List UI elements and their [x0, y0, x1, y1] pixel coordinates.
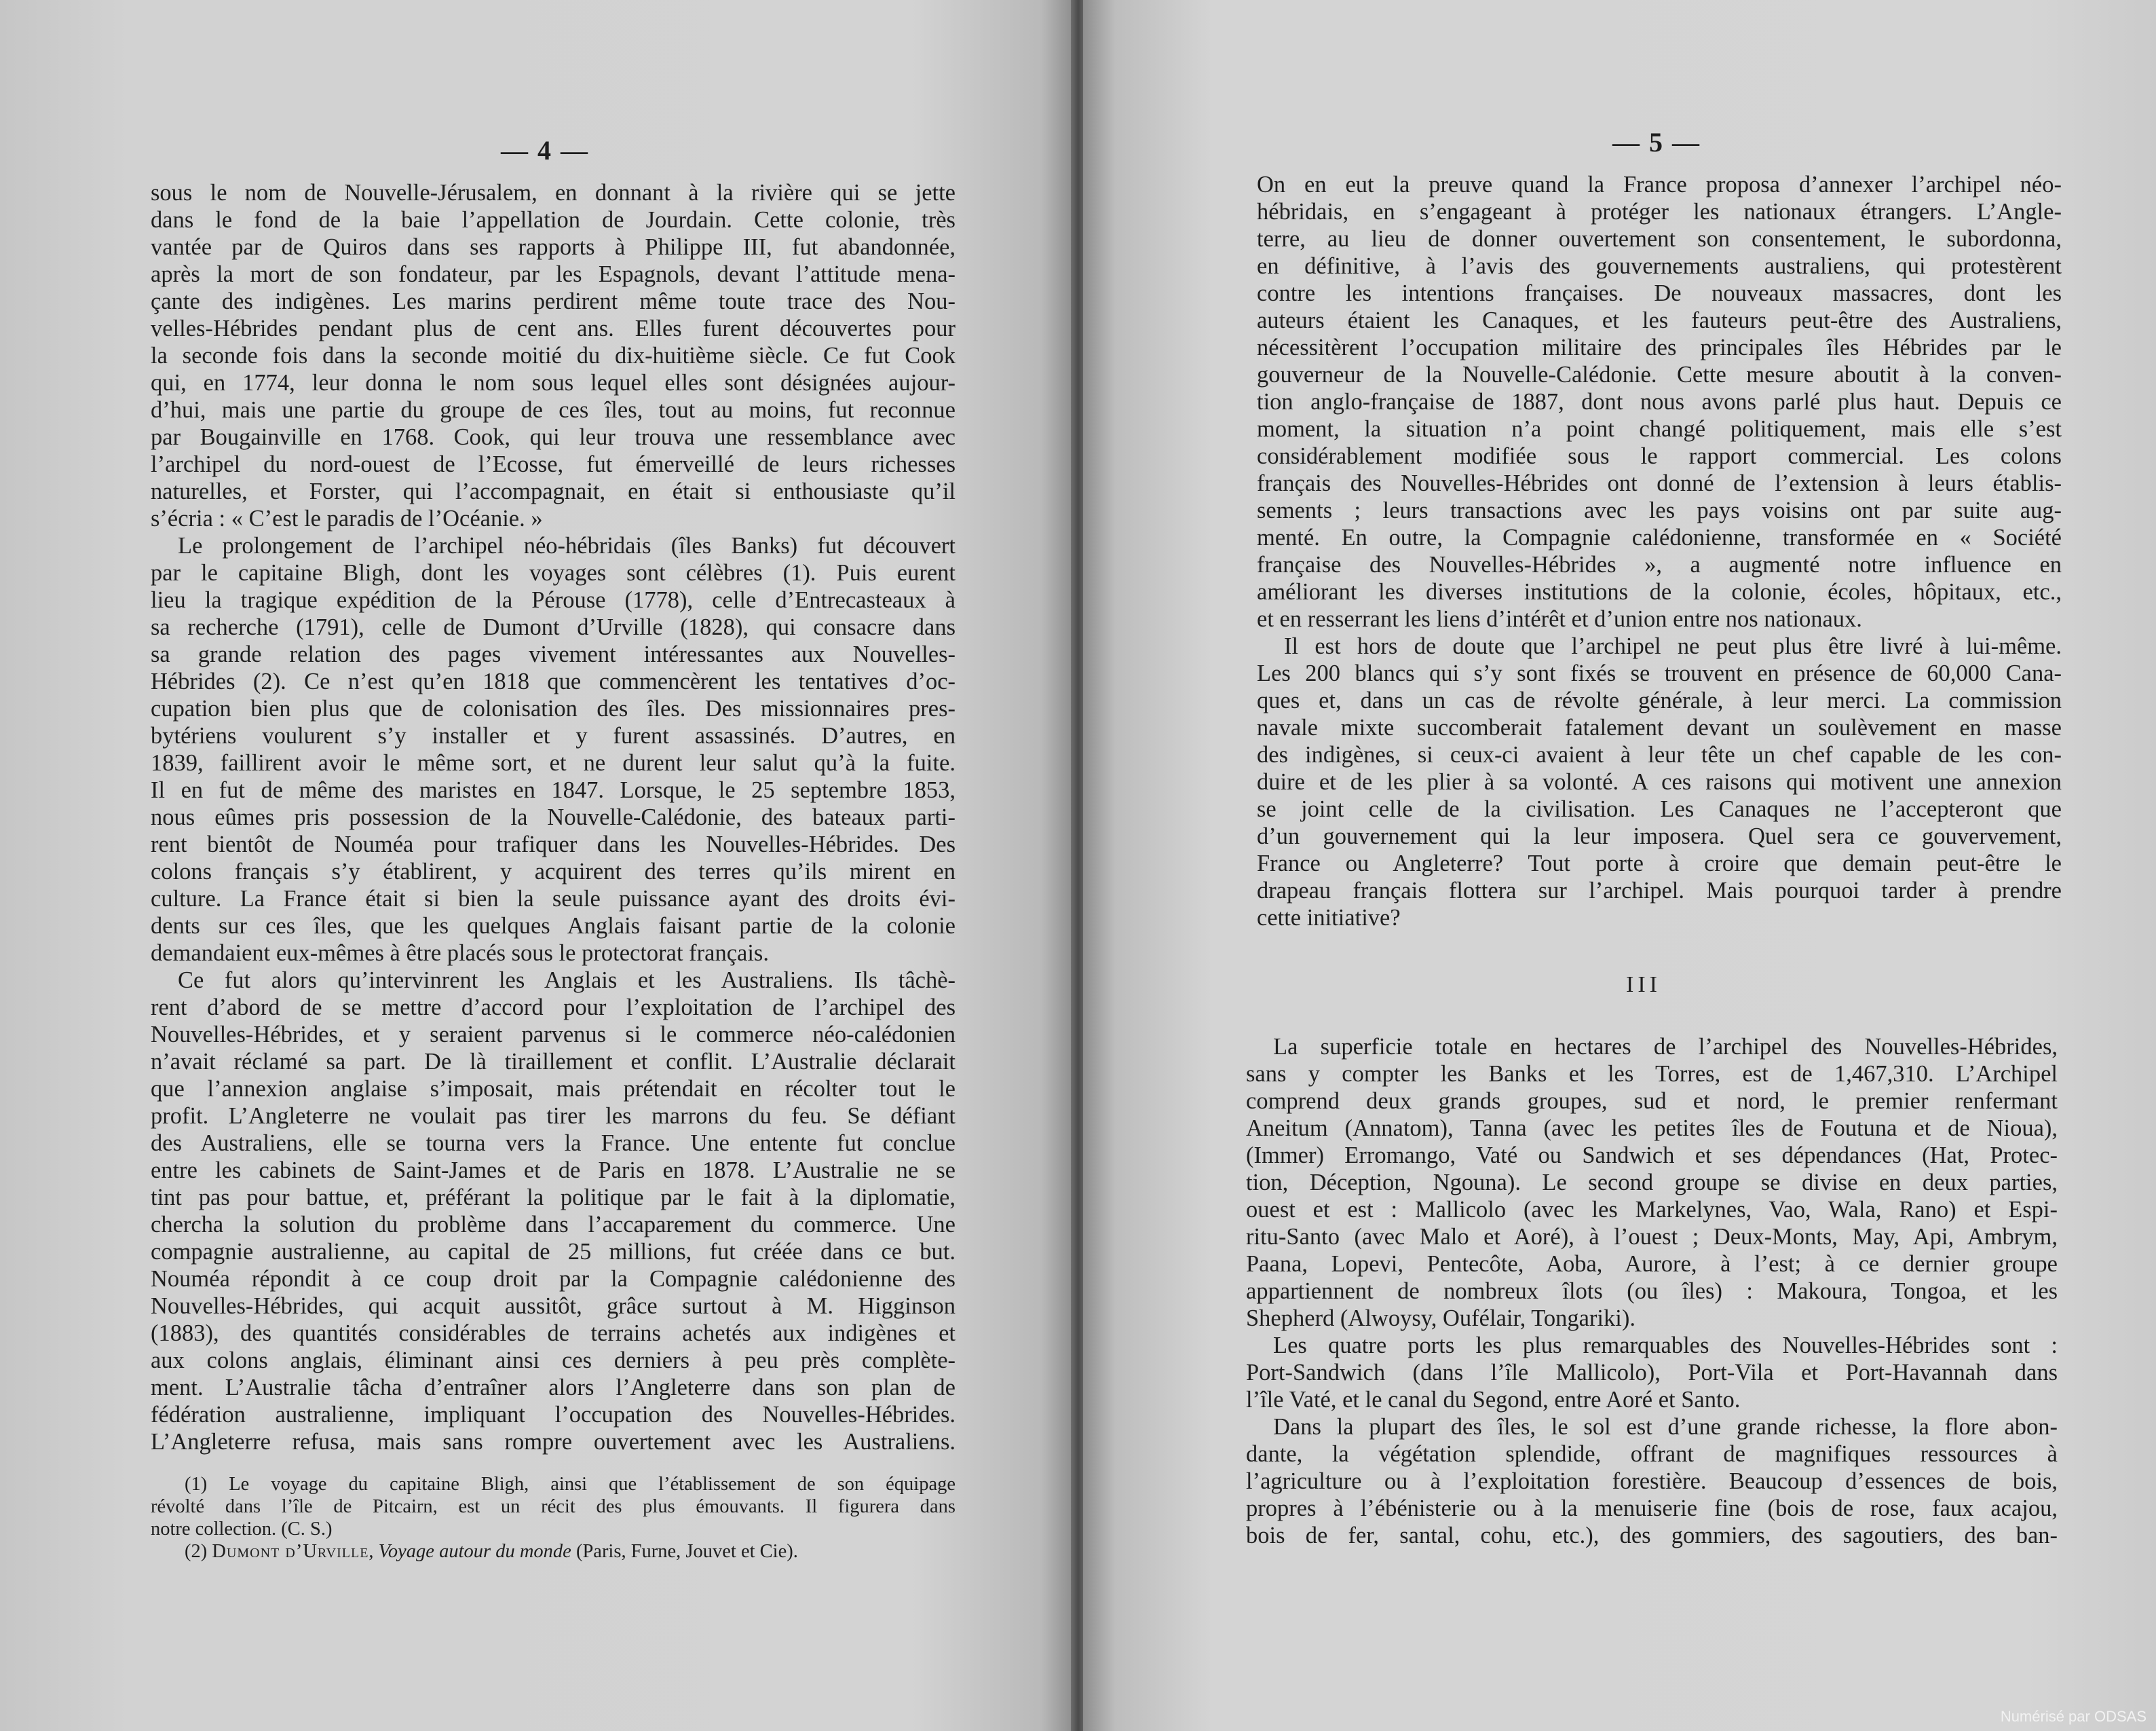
- text-line: profit. L’Angleterre ne voulait pas tirer les marrons du feu. Se défiant: [151, 1103, 956, 1129]
- text-line: l’agriculture ou à l’exploitation forestière. Beaucoup d’essences de bois,: [1246, 1468, 2058, 1494]
- text-line: qui, en 1774, leur donna le nom sous lequel elles sont désignées aujour-: [151, 370, 956, 396]
- text-line: que l’annexion anglaise s’imposait, mais prétendait en récolter tout le: [151, 1076, 956, 1102]
- text-line: Nouméa répondit à ce coup droit par la Compagnie calédonienne des: [151, 1266, 956, 1292]
- text-line: l’archipel du nord-ouest de l’Ecosse, fut émerveillé de leurs richesses: [151, 451, 956, 477]
- text-line: française des Nouvelles-Hébrides », a augmenté notre influence en: [1257, 552, 2062, 578]
- left-page: [0, 0, 1074, 1731]
- section-heading: III: [1626, 972, 1661, 997]
- text-line: menté. En outre, la Compagnie calédonienne, transformée en « Société: [1257, 525, 2062, 551]
- text-line: culture. La France était si bien la seule puissance ayant des droits évi-: [151, 886, 956, 912]
- text-line: nécessitèrent l’occupation militaire des principales îles Hébrides par le: [1257, 335, 2062, 360]
- text-line: par Bougainville en 1768. Cook, qui leur trouva une ressemblance avec: [151, 424, 956, 450]
- text-line: compagnie australienne, au capital de 25 millions, fut créée dans ce but.: [151, 1239, 956, 1265]
- text-line: fédération australienne, impliquant l’occupation des Nouvelles-Hébrides.: [151, 1402, 956, 1428]
- text-line: après la mort de son fondateur, par les Espagnols, devant l’attitude mena-: [151, 261, 956, 287]
- text-line: Dans la plupart des îles, le sol est d’une grande richesse, la flore abon-: [1273, 1414, 2058, 1440]
- text-line: 1839, faillirent avoir le même sort, et ne durent leur salut qu’à la fuite.: [151, 750, 956, 776]
- text-line: sa grande relation des pages vivement intéressantes aux Nouvelles-: [151, 641, 956, 667]
- text-line: cette initiative?: [1257, 905, 1401, 931]
- text-line: lieu la tragique expédition de la Pérouse (1778), celle d’Entrecasteaux à: [151, 587, 956, 613]
- text-line: sous le nom de Nouvelle-Jérusalem, en donnant à la rivière qui se jette: [151, 180, 956, 206]
- text-line: se joint celle de la civilisation. Les Canaques ne l’accepteront que: [1257, 796, 2062, 822]
- text-line: Paana, Lopevi, Pentecôte, Aoba, Aurore, à l’est; à ce dernier groupe: [1246, 1251, 2058, 1277]
- paragraph: [151, 532, 956, 967]
- text-line: s’écria : « C’est le paradis de l’Océanie. »: [151, 506, 543, 532]
- text-line: demandaient eux-mêmes à être placés sous le protectorat français.: [151, 940, 769, 966]
- text-line: Port-Sandwich (dans l’île Mallicolo), Port-Vila et Port-Havannah dans: [1246, 1360, 2058, 1385]
- text-line: drapeau français flottera sur l’archipel. Mais pourquoi tarder à prendre: [1257, 878, 2062, 904]
- left-body-text: [151, 179, 956, 1455]
- text-line: Il est hors de doute que l’archipel ne peut plus être livré à lui-même.: [1284, 633, 2062, 659]
- text-line: des indigènes, si ceux-ci avaient à leur tête un chef capable de les con-: [1257, 742, 2062, 768]
- text-line: des Australiens, elle se tourna vers la France. Une entente fut conclue: [151, 1130, 956, 1156]
- text-line: dents sur ces îles, que les quelques Anglais faisant partie de la colonie: [151, 913, 956, 939]
- text-line: l’île Vaté, et le canal du Segond, entre Aoré et Santo.: [1246, 1387, 1741, 1413]
- text-line: et en resserrant les liens d’intérêt et d’union entre nos nationaux.: [1257, 606, 1862, 632]
- text-line: par le capitaine Bligh, dont les voyages sont célèbres (1). Puis eurent: [151, 560, 956, 586]
- text-line: Ce fut alors qu’intervinrent les Anglais et les Australiens. Ils tâchè-: [178, 967, 956, 993]
- paragraph: [1246, 1033, 2058, 1332]
- paragraph: [1257, 633, 2062, 931]
- paragraph: [1246, 1413, 2058, 1549]
- text-line: Aneitum (Annatom), Tanna (avec les petites îles de Foutuna et de Nioua),: [1246, 1115, 2058, 1141]
- footnote-author: Dumont d’Urville: [212, 1541, 369, 1562]
- text-line: entre les cabinets de Saint-James et de Paris en 1878. L’Australie ne se: [151, 1157, 956, 1183]
- page-number: — 4 —: [501, 135, 589, 166]
- footnote-title: Voyage autour du monde: [378, 1541, 571, 1562]
- text-line: en définitive, à l’avis des gouvernements australiens, qui protestèrent: [1257, 253, 2062, 279]
- text-line: Nouvelles-Hébrides, qui acquit aussitôt, grâce surtout à M. Higginson: [151, 1293, 956, 1319]
- text-line: Hébrides (2). Ce n’est qu’en 1818 que commencèrent les tentatives d’oc-: [151, 669, 956, 694]
- text-line: auteurs étaient les Canaques, et les fauteurs peut-être des Australiens,: [1257, 308, 2062, 333]
- paragraph: [1246, 1332, 2058, 1413]
- text-line: ment. L’Australie tâcha d’entraîner alors l’Angleterre dans son plan de: [151, 1375, 956, 1400]
- text-line: révolté dans l’île de Pitcairn, est un récit des plus émouvants. Il figurera dans: [151, 1496, 956, 1517]
- text-line: vantée par de Quiros dans ses rapports à Philippe III, fut abandonnée,: [151, 234, 956, 260]
- text-line: sa recherche (1791), celle de Dumont d’Urville (1828), qui consacre dans: [151, 614, 956, 640]
- text-line: propres à l’ébénisterie ou à la menuiserie fine (bois de rose, faux acajou,: [1246, 1495, 2058, 1521]
- text-line: contre les intentions françaises. De nouveaux massacres, dont les: [1257, 280, 2062, 306]
- text-line: sans y compter les Banks et les Torres, est de 1,467,310. L’Archipel: [1246, 1061, 2058, 1087]
- text-line: considérablement modifiée sous le rapport commercial. Les colons: [1257, 443, 2062, 469]
- footnote-2: (2) Dumont d’Urville, Voyage autour du monde (Paris, Furne, Jouvet et Cie).: [185, 1541, 798, 1562]
- paragraph: [151, 967, 956, 1455]
- text-line: ques et, dans un cas de révolte générale, à leur merci. La commission: [1257, 688, 2062, 713]
- footnote-1: [151, 1473, 956, 1540]
- right-body-text-upper: [1257, 171, 2062, 931]
- text-line: d’un gouvernement qui la leur imposera. Quel sera ce gouvervement,: [1257, 823, 2062, 849]
- text-line: nous eûmes pris possession de la Nouvelle-Calédonie, des bateaux parti-: [151, 804, 956, 830]
- text-line: chercha la solution du problème dans l’accaparement du commerce. Une: [151, 1212, 956, 1237]
- text-line: ritu-Santo (avec Malo et Aoré), à l’ouest ; Deux-Monts, May, Api, Ambrym,: [1246, 1224, 2058, 1250]
- text-line: ouest et est : Mallicolo (avec les Markelynes, Vao, Wala, Rano) et Espi-: [1246, 1197, 2058, 1223]
- footnotes: [151, 1473, 956, 1563]
- text-line: Les quatre ports les plus remarquables des Nouvelles-Hébrides sont :: [1273, 1333, 2058, 1358]
- text-line: bois de fer, santal, cohu, etc.), des gommiers, des sagoutiers, des ban-: [1246, 1523, 2058, 1548]
- text-line: L’Angleterre refusa, mais sans rompre ouvertement avec les Australiens.: [151, 1429, 956, 1455]
- text-line: dans le fond de la baie l’appellation de Jourdain. Cette colonie, très: [151, 207, 956, 233]
- text-line: Il en fut de même des maristes en 1847. Lorsque, le 25 septembre 1853,: [151, 777, 956, 803]
- text-line: notre collection. (C. S.): [151, 1519, 333, 1540]
- text-line: améliorant les diverses institutions de la colonie, écoles, hôpitaux, etc.,: [1257, 579, 2062, 605]
- text-line: tion, Déception, Ngouna). Le second groupe se divise en deux parties,: [1246, 1170, 2058, 1195]
- text-line: (1) Le voyage du capitaine Bligh, ainsi que l’établissement de son équipage: [185, 1474, 956, 1495]
- text-line: tint pas pour battue, et, préférant la politique par le fait à la diplomatie,: [151, 1185, 956, 1210]
- text-line: moment, la situation n’a point changé politiquement, mais elle s’est: [1257, 416, 2062, 442]
- text-line: (Immer) Erromango, Vaté ou Sandwich et ses dépendances (Hat, Protec-: [1246, 1142, 2058, 1168]
- text-line: hébridais, en s’engageant à protéger les nationaux étrangers. L’Angle-: [1257, 199, 2062, 225]
- text-line: rent d’abord de se mettre d’accord pour l’exploitation de l’archipel des: [151, 994, 956, 1020]
- text-line: tion anglo-française de 1887, dont nous avons parlé plus haut. Depuis ce: [1257, 389, 2062, 415]
- text-line: Les 200 blancs qui s’y sont fixés se trouvent en présence de 60,000 Cana-: [1257, 660, 2062, 686]
- text-line: sements ; leurs transactions avec les pays voisins ont par suite aug-: [1257, 498, 2062, 523]
- text-line: Nouvelles-Hébrides, et y seraient parvenus si le commerce néo-calédonien: [151, 1022, 956, 1047]
- text-line: On en eut la preuve quand la France proposa d’annexer l’archipel néo-: [1257, 172, 2062, 198]
- text-line: français des Nouvelles-Hébrides ont donné de l’extension à leurs établis-: [1257, 470, 2062, 496]
- text-line: rent bientôt de Nouméa pour trafiquer dans les Nouvelles-Hébrides. Des: [151, 832, 956, 857]
- text-line: gouverneur de la Nouvelle-Calédonie. Cette mesure aboutit à la conven-: [1257, 362, 2062, 388]
- text-line: France ou Angleterre? Tout porte à croire que demain peut-être le: [1257, 851, 2062, 876]
- text-line: çante des indigènes. Les marins perdirent même toute trace des Nou-: [151, 288, 956, 314]
- text-line: cupation bien plus que de colonisation des îles. Des missionnaires pres-: [151, 696, 956, 722]
- text-line: comprend deux grands groupes, sud et nord, le premier renfermant: [1246, 1088, 2058, 1114]
- text-line: la seconde fois dans la seconde moitié du dix-huitième siècle. Ce fut Cook: [151, 343, 956, 369]
- text-line: bytériens voulurent s’y installer et y furent assassinés. D’autres, en: [151, 723, 956, 749]
- text-line: colons français s’y établirent, y acquirent des terres qu’ils mirent en: [151, 859, 956, 885]
- text-line: Shepherd (Alwoysy, Oufélair, Tongariki).: [1246, 1305, 1635, 1331]
- text-line: navale mixte succomberait fatalement devant un soulèvement en masse: [1257, 715, 2062, 741]
- text-line: naturelles, et Forster, qui l’accompagnait, en était si enthousiaste qu’il: [151, 479, 956, 504]
- right-page: [1083, 0, 2156, 1731]
- page-number: — 5 —: [1612, 127, 1701, 157]
- text-line: Le prolongement de l’archipel néo-hébridais (îles Banks) fut découvert: [178, 533, 956, 559]
- text-line: (1883), des quantités considérables de terrains achetés aux indigènes et: [151, 1320, 956, 1346]
- text-line: dante, la végétation splendide, offrant de magnifiques ressources à: [1246, 1441, 2058, 1467]
- text-line: La superficie totale en hectares de l’archipel des Nouvelles-Hébrides,: [1273, 1034, 2058, 1060]
- text-line: duire et de les plier à sa volonté. A ces raisons qui motivent une annexion: [1257, 769, 2062, 795]
- text-line: aux colons anglais, éliminant ainsi ces derniers à peu près complète-: [151, 1347, 956, 1373]
- text-line: velles-Hébrides pendant plus de cent ans. Elles furent découvertes pour: [151, 316, 956, 341]
- text-line: terre, au lieu de donner ouvertement son consentement, le subordonna,: [1257, 226, 2062, 252]
- digitization-watermark: Numérisé par ODSAS: [2000, 1708, 2146, 1725]
- text-line: d’hui, mais une partie du groupe de ces îles, tout au moins, fut reconnue: [151, 397, 956, 423]
- text-line: appartiennent de nombreux îlots (ou îles) : Makoura, Tongoa, et les: [1246, 1278, 2058, 1304]
- text-line: n’avait réclamé sa part. De là tiraillement et conflit. L’Australie déclarait: [151, 1049, 956, 1075]
- paragraph: [1257, 171, 2062, 633]
- right-body-text-lower: [1246, 1033, 2058, 1549]
- paragraph: [151, 179, 956, 532]
